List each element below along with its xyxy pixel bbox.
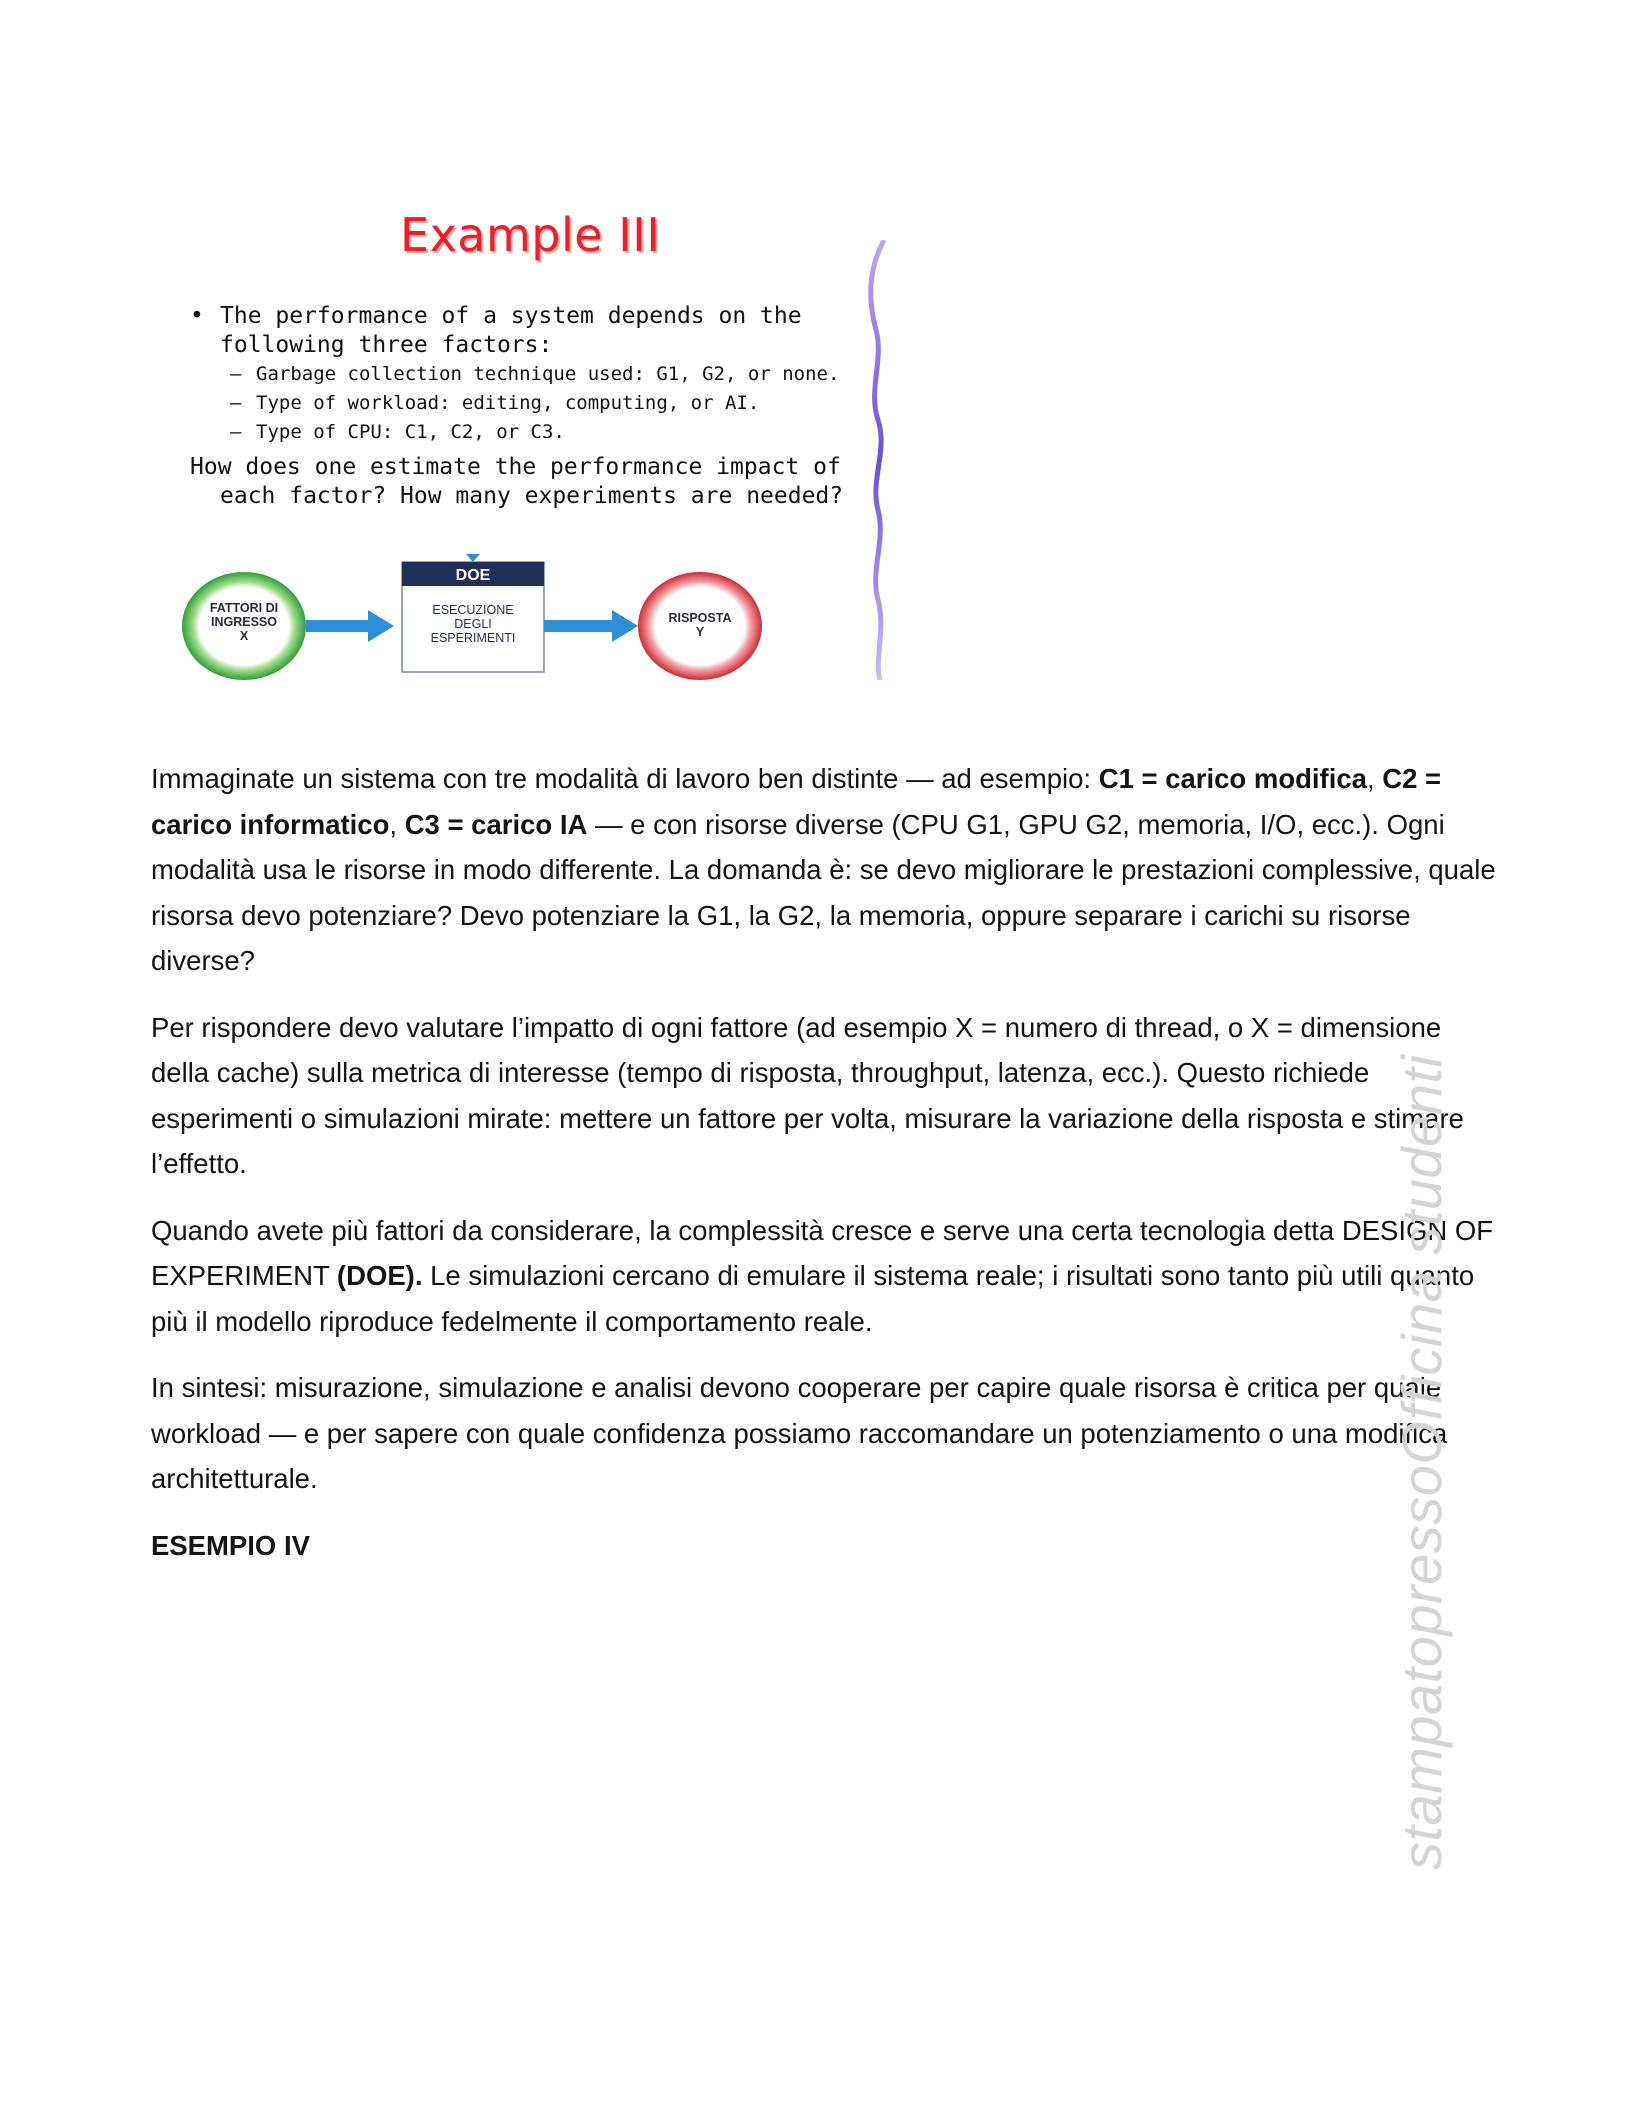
slide-subitem: – Type of CPU: C1, C2, or C3. [230,421,565,443]
svg-text:X: X [239,629,249,643]
paragraph: In sintesi: misurazione, simulazione e analisi devono cooperare per capire quale risorsa è critica per quale workload — e per sapere con quale confidenza possiamo raccomandare un potenziamento o una modifica architetturale. [151,1372,1448,1494]
slide-subitem: – Garbage collection technique used: G1, G2, or none. [230,363,840,385]
slide-bullet: • The performance of a system depends on the following three factors: [190,303,802,358]
svg-text:FATTORI DI: FATTORI DI [209,601,279,615]
slide-question: How does one estimate the performance impact of each factor? How many experiments are needed? [190,454,844,509]
svg-text:Y: Y [695,625,705,639]
slide-image [180,190,900,690]
svg-text:INGRESSO: INGRESSO [211,615,277,629]
input-factors-circle [182,572,306,680]
response-circle [638,572,762,680]
document-body [151,756,1501,1589]
doe-box [402,554,544,672]
watermark: stampatopressoOfficina studenti [1390,1054,1453,1870]
slide-title: Example III [400,208,661,262]
down-marker-icon [466,554,480,562]
paragraph: Per rispondere devo valutare l’impatto di ogni fattore (ad esempio X = numero di thread, o X = dimensione della cache) sulla metrica di interesse (tempo di risposta, throughput, latenza, ecc.). Questo richiede esperimenti o simulazioni mirate: mettere un fattore per volta, misurare la variazione della risposta e stimare l’effetto. [151,1011,1464,1179]
svg-text:ESECUZIONE: ESECUZIONE [432,603,514,617]
arrow-right-icon [544,610,638,642]
svg-text:ESPERIMENTI: ESPERIMENTI [430,631,516,645]
svg-text:DEGLI: DEGLI [454,617,492,631]
slide-subitem: – Type of workload: editing, computing, or AI. [230,392,760,414]
svg-text:RISPOSTA: RISPOSTA [668,611,732,625]
paragraph: Quando avete più fattori da considerare, la complessità cresce e serve una certa tecnologia detta DESIGN OF EXPERIMENT (DOE). Le simulazioni cercano di emulare il sistema reale; i risultati sono tanto più utili quanto più il modello riproduce fedelmente il comportamento reale. [151,1214,1494,1337]
doe-diagram [180,550,880,690]
arrow-right-icon [306,610,394,642]
svg-text:DOE: DOE [455,567,491,584]
paragraph: Immaginate un sistema con tre modalità di lavoro ben distinte — ad esempio: C1 = carico modifica, C2 = carico informatico, C3 = carico IA — e con risorse diverse (CPU G1, GPU G2, memoria, I/O, ecc.). Ogni modalità usa le risorse in modo differente. La domanda è: se devo migliorare le prestazioni complessive, quale risorsa devo potenziare? Devo potenziare la G1, la G2, la memoria, oppure separare i carichi su risorse diverse? [151,763,1496,976]
section-heading: ESEMPIO IV [151,1529,310,1561]
